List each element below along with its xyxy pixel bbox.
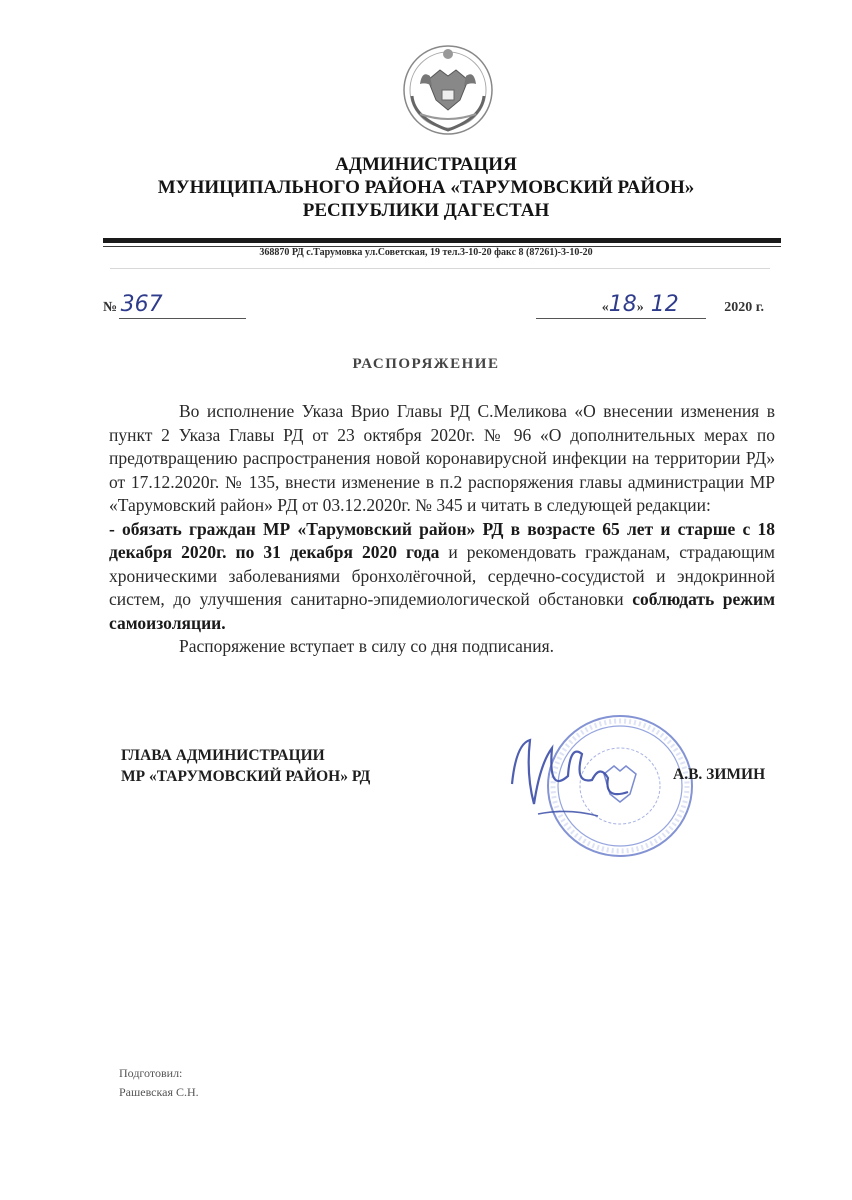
header-line-3: РЕСПУБЛИКИ ДАГЕСТАН [302, 200, 550, 221]
address-divider [110, 268, 770, 269]
prepared-label: Подготовил: [119, 1066, 183, 1080]
number-value: 367 [120, 292, 163, 317]
header-line-1: АДМИНИСТРАЦИЯ [335, 154, 517, 175]
coat-of-arms-icon [400, 40, 496, 136]
document-body [109, 400, 775, 659]
header-line-2: МУНИЦИПАЛЬНОГО РАЙОНА «ТАРУМОВСКИЙ РАЙОН» [157, 177, 695, 198]
paragraph-2-text: и рекомендовать гражданам, страдающим хроническими заболеваниями бронхолёгочной, сердечно-сосудистой и эндокринной систем, до улучшения санитарно-эпидемиологической обстановки [109, 542, 775, 609]
organization-header [0, 153, 852, 222]
signature-title-line-1: ГЛАВА АДМИНИСТРАЦИИ [121, 747, 325, 764]
header-divider-thick [103, 238, 781, 243]
paragraph-2-bold: - обязать граждан МР «Тарумовский район» РД в возрасте 65 лет и старше с 18 декабря 2020г. по 31 декабря 2020 года [109, 518, 775, 562]
signature-title-line-2: МР «ТАРУМОВСКИЙ РАЙОН» РД [121, 768, 371, 785]
signatory-name: А.В. ЗИМИН [673, 766, 766, 783]
document-number [103, 292, 163, 317]
date-underline [536, 318, 706, 319]
number-underline [119, 318, 246, 319]
date-open-quote: « [601, 300, 609, 315]
document-date [602, 292, 764, 317]
prepared-by [119, 1064, 199, 1102]
address-line: 368870 РД с.Тарумовка ул.Советская, 19 тел.3-10-20 факс 8 (87261)-3-10-20 [259, 247, 593, 258]
date-month: 12 [650, 292, 679, 317]
body-paragraph-2 [109, 518, 775, 636]
number-prefix: № [103, 300, 118, 315]
prepared-name: Рашевская С.Н. [119, 1085, 199, 1099]
body-paragraph-1: Во исполнение Указа Врио Главы РД С.Меликова «О внесении изменения в пункт 2 Указа Главы РД от 23 октября 2020г. № 96 «О дополнительных мерах по предотвращению распространения новой коронавирусной инфекции на территории РД» от 17.12.2020г. № 135, внести изменение в п.2 распоряжения главы администрации МР «Тарумовский район» РД от 03.12.2020г. № 345 и читать в следующей редакции: [109, 401, 775, 515]
date-day: 18 [608, 292, 637, 317]
date-close-quote: » [636, 300, 644, 315]
document-title: РАСПОРЯЖЕНИЕ [352, 356, 500, 372]
signature-title [121, 745, 370, 787]
official-seal-icon [508, 704, 694, 874]
paragraph-2-end: соблюдать режим самоизоляции. [109, 589, 775, 633]
body-paragraph-3: Распоряжение вступает в силу со дня подписания. [179, 636, 555, 656]
date-year: 2020 г. [724, 300, 764, 315]
